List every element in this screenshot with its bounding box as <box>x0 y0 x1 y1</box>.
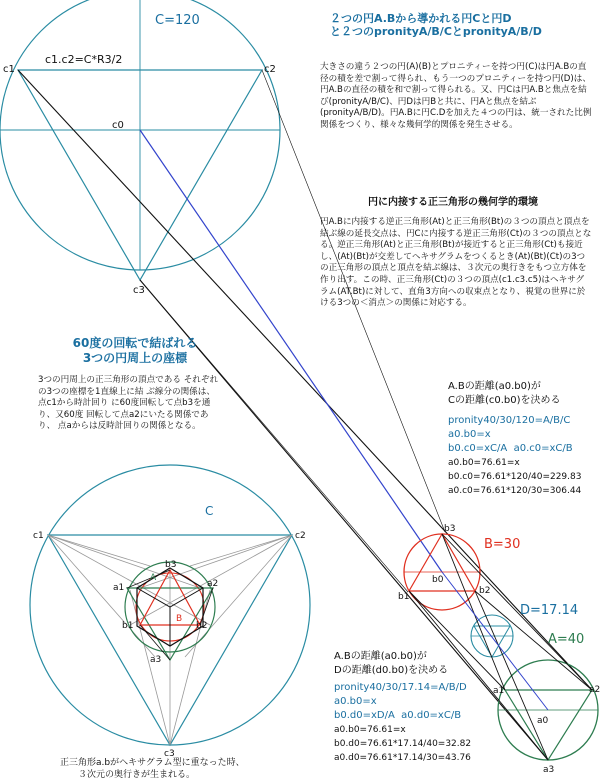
rotation-body: 3つの円周上の正三角形の頂点である それぞれの3つの座標を1直線上に結 ぶ線分の関係は、点c1から時計回り に60度回転して点b3を通り、又60度 回転して点a2にいたる関係であり、 点aからは反時計回りの関係となる。 <box>38 375 219 432</box>
label-chain-b0: b0 <box>432 575 444 585</box>
calc-d-line2: Dの距離(d0.b0)を決める <box>334 665 449 676</box>
triangle-body: 円A.Bに内接する逆正三角形(At)と正三角形(Bt)の３つの頂点と頂点を結ぶ線の延長交点は、円Cに内接する逆正三角形(Ct)の３つの頂点となる。逆正三角形(At)と正三角形(Bt)が接近すると正三角形(Ct)も接近し、(At)(Bt)が交差してヘキサグラムをつくるとき(At)(Bt)(Ct)の3つの正三角形の頂点と頂点を結ぶ線は、３次元の奥行きをもつ立方体を作り出す。この時、正三角形(Ct)の３つの頂点(c1.c3.c5)はヘキサグラム(AT.Bt)に対して、直角3方向への収束点となり、視覚の世界に於ける3つの＜消点＞の関係に対応する。 <box>320 217 592 309</box>
triangle-heading: 円に内接する正三角形の幾何学的環境 <box>368 197 538 208</box>
label-bottom-c1: c1 <box>33 531 44 541</box>
label-chain-b: B=30 <box>484 537 521 552</box>
label-chain-a3: a3 <box>543 765 555 775</box>
calc-d-pronity: pronity40/30/17.14=A/B/D <box>334 682 467 693</box>
bottom-caption-1: 正三角形a.bがヘキサグラム型に重なった時、 <box>60 758 245 768</box>
calc-d-eq5: a0.d0=76.61*17.14/30=43.76 <box>334 753 471 763</box>
calc-c-eq4: b0.c0=76.61*120/40=229.83 <box>448 472 582 482</box>
calc-c-eq1: a0.b0=x <box>448 429 491 440</box>
calc-d-block <box>334 650 494 765</box>
calc-d-eq4: b0.d0=76.61*17.14/40=32.82 <box>334 739 472 749</box>
intro-title-1: ２つの円A.Bから導かれる円Cと円D <box>330 12 512 25</box>
label-top-c3: c3 <box>133 285 145 296</box>
label-chain-b2: b2 <box>479 586 491 596</box>
label-top-c0: c0 <box>112 120 124 131</box>
bottom-caption <box>60 757 300 781</box>
label-chain-a: A=40 <box>548 632 585 647</box>
label-bottom-c: C <box>205 504 214 518</box>
label-chain-b1: b1 <box>398 592 410 602</box>
label-top-formula: c1.c2=C*R3/2 <box>45 53 123 66</box>
bottom-circle-group <box>30 465 310 745</box>
rotation-title-2: 3つの円周上の座標 <box>82 351 188 365</box>
label-chain-a2: a2 <box>589 685 600 695</box>
calc-c-eq3: a0.b0=76.61=x <box>448 458 520 468</box>
top-circle-group <box>0 0 280 280</box>
label-chain-a1: a1 <box>493 686 505 696</box>
calc-c-eq5: a0.c0=76.61*120/30=306.44 <box>448 486 582 496</box>
label-bottom-b3: b3 <box>165 560 177 570</box>
calc-c-eq2b: a0.c0=xC/B <box>513 443 573 454</box>
calc-d-eq2 <box>334 709 494 723</box>
label-bottom-b: B <box>176 614 183 624</box>
intro-title-2: と２つのpronityA/B/CとpronityA/B/D <box>330 25 542 38</box>
label-bottom-b1: b1 <box>122 621 134 631</box>
label-chain-b3: b3 <box>444 524 456 534</box>
calc-d-eq2b: a0.d0=xC/B <box>401 710 462 721</box>
calc-c-line1: A.Bの距離(a0.b0)が <box>448 381 541 392</box>
label-bottom-a1: a1 <box>113 583 125 593</box>
calc-c-eq2 <box>448 442 598 456</box>
calc-d-line1: A.Bの距離(a0.b0)が <box>334 651 427 662</box>
rotation-title-1: 60度の回転で結ばれる <box>72 336 198 350</box>
label-bottom-a2: a2 <box>207 579 219 589</box>
calc-c-block <box>448 380 598 498</box>
label-top-c: C=120 <box>155 13 200 28</box>
label-bottom-a: A <box>150 573 157 583</box>
calc-c-line2: Cの距離(c0.b0)を決める <box>448 395 561 406</box>
calc-c-pronity: pronity40/30/120=A/B/C <box>448 415 571 426</box>
label-chain-d: D=17.14 <box>520 603 579 618</box>
label-bottom-b2: b2 <box>196 621 208 631</box>
label-top-c2: c2 <box>264 64 276 75</box>
calc-d-eq1: a0.b0=x <box>334 696 377 707</box>
label-chain-a0: a0 <box>537 716 549 726</box>
calc-d-eq3: a0.b0=76.61=x <box>334 725 406 735</box>
bottom-caption-2: ３次元の奥行きが生まれる。 <box>78 770 196 780</box>
intro-body: 大きさの違う２つの円(A)(B)とプロニティーを持つ円(C)は円A.Bの直径の積を差で割って得られ、もう一つのプロニティーを持つ円(D)は、円A.Bの直径の積を和で割って得られる。又、円Cは円A.Bと焦点を結び(pronityA/B/C)、円Dは円Bと共に、円Aと焦点を結ぶ(pronityA/B/D)。円A.Bに円C.Dを加えた４つの円は、統一された比例関係をつくり、様々な幾何学的関係を発生させる。 <box>320 62 592 130</box>
calc-c-eq2a: b0.c0=xC/A <box>448 443 508 454</box>
calc-d-eq2a: b0.d0=xD/A <box>334 710 395 721</box>
label-bottom-c2: c2 <box>295 531 306 541</box>
label-bottom-a3: a3 <box>150 655 162 665</box>
label-bottom-c3: c3 <box>164 749 175 759</box>
intro-block <box>330 12 592 38</box>
rotation-title-block <box>40 336 230 366</box>
label-top-c1: c1 <box>3 64 15 75</box>
